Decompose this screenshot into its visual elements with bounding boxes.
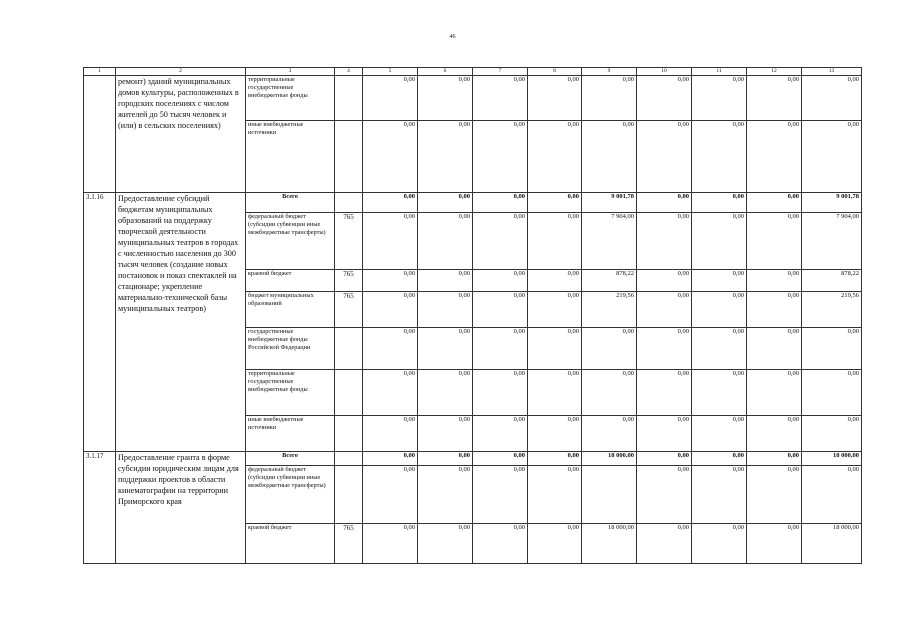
funding-source: государственные внебюджетные фонды Российской Федерации (246, 328, 335, 370)
value-cell: 219,56 (802, 292, 862, 328)
value-cell (582, 466, 637, 524)
value-cell: 18 000,00 (802, 524, 862, 564)
funding-source: территориальные государственные внебюджетные фонды (246, 370, 335, 416)
table-row: краевой бюджет 765 0,00 0,00 0,00 0,00 18 000,00 0,00 0,00 0,00 18 000,00 (84, 524, 862, 564)
value-cell: 0,00 (473, 213, 528, 270)
value-cell: 0,00 (473, 416, 528, 452)
value-cell: 0,00 (692, 416, 747, 452)
value-cell: 0,00 (363, 524, 418, 564)
budget-table (83, 67, 862, 564)
value-cell: 0,00 (363, 328, 418, 370)
value-cell: 0,00 (747, 292, 802, 328)
value-cell: 0,00 (528, 328, 582, 370)
value-cell: 0,00 (528, 292, 582, 328)
item-description: Предоставление субсидий бюджетам муниципальных образований на поддержку творческой деятельности муниципальных театров в городах с численностью населения до 300 тысяч человек (создание новых постановок и показ спектаклей на стационаре; укрепление материально-технической базы муниципальных театров) (116, 193, 246, 452)
value-cell: 0,00 (747, 121, 802, 193)
column-number: 1 (84, 68, 116, 76)
value-cell: 0,00 (747, 466, 802, 524)
value-cell: 0,00 (747, 524, 802, 564)
value-cell: 0,00 (582, 121, 637, 193)
value-cell: 0,00 (418, 452, 473, 466)
column-number: 5 (363, 68, 418, 76)
item-code: 3.1.16 (84, 193, 116, 452)
value-cell: 0,00 (418, 328, 473, 370)
column-number: 11 (692, 68, 747, 76)
column-number: 12 (747, 68, 802, 76)
value-cell: 0,00 (747, 270, 802, 292)
value-cell: 0,00 (637, 416, 692, 452)
value-cell: 0,00 (528, 270, 582, 292)
value-cell: 0,00 (802, 328, 862, 370)
value-cell: 0,00 (418, 416, 473, 452)
column-number: 8 (528, 68, 582, 76)
value-cell: 18 000,00 (802, 452, 862, 466)
value-cell: 0,00 (637, 213, 692, 270)
value-cell: 0,00 (747, 328, 802, 370)
funding-source: иные внебюджетные источники (246, 121, 335, 193)
value-cell: 9 001,78 (802, 193, 862, 213)
value-cell: 0,00 (747, 193, 802, 213)
value-cell: 0,00 (363, 270, 418, 292)
table-row: бюджет муниципальных образований 765 0,00 0,00 0,00 0,00 219,56 0,00 0,00 0,00 219,56 (84, 292, 862, 328)
table-row (84, 193, 862, 213)
value-cell: 0,00 (692, 270, 747, 292)
value-cell: 0,00 (363, 452, 418, 466)
value-cell: 0,00 (528, 370, 582, 416)
column-number: 10 (637, 68, 692, 76)
value-cell: 219,56 (582, 292, 637, 328)
value-cell: 0,00 (528, 416, 582, 452)
value-cell: 0,00 (473, 76, 528, 121)
funding-source: федеральный бюджет (субсидии субвенции иные межбюджетные трансферты) (246, 213, 335, 270)
value-cell: 0,00 (637, 270, 692, 292)
value-cell: 0,00 (637, 524, 692, 564)
value-cell: 7 904,00 (582, 213, 637, 270)
code-cell (335, 76, 363, 121)
total-label: Всего (246, 452, 335, 466)
value-cell: 0,00 (637, 292, 692, 328)
total-label: Всего (246, 193, 335, 213)
table-row: краевой бюджет 765 0,00 0,00 0,00 0,00 878,22 0,00 0,00 0,00 878,22 (84, 270, 862, 292)
value-cell: 0,00 (747, 370, 802, 416)
value-cell: 0,00 (528, 193, 582, 213)
page-number: 46 (449, 34, 456, 40)
value-cell: 878,22 (802, 270, 862, 292)
column-number: 9 (582, 68, 637, 76)
value-cell: 0,00 (473, 328, 528, 370)
value-cell: 0,00 (473, 452, 528, 466)
value-cell: 7 904,00 (802, 213, 862, 270)
value-cell: 0,00 (692, 524, 747, 564)
value-cell: 0,00 (418, 193, 473, 213)
value-cell: 0,00 (692, 328, 747, 370)
column-number: 7 (473, 68, 528, 76)
value-cell: 0,00 (692, 193, 747, 213)
value-cell: 0,00 (473, 270, 528, 292)
value-cell: 0,00 (418, 121, 473, 193)
value-cell: 0,00 (473, 193, 528, 213)
value-cell: 0,00 (363, 76, 418, 121)
value-cell: 0,00 (802, 370, 862, 416)
value-cell: 0,00 (582, 370, 637, 416)
item-code (84, 76, 116, 193)
value-cell: 18 000,00 (582, 452, 637, 466)
value-cell: 0,00 (747, 452, 802, 466)
value-cell: 0,00 (528, 213, 582, 270)
value-cell: 0,00 (637, 121, 692, 193)
value-cell: 0,00 (692, 452, 747, 466)
value-cell: 0,00 (473, 524, 528, 564)
value-cell: 0,00 (582, 416, 637, 452)
column-number: 4 (335, 68, 363, 76)
value-cell: 0,00 (582, 76, 637, 121)
value-cell: 0,00 (363, 370, 418, 416)
value-cell: 0,00 (528, 466, 582, 524)
value-cell: 0,00 (692, 121, 747, 193)
value-cell: 0,00 (418, 466, 473, 524)
column-number: 3 (246, 68, 335, 76)
value-cell: 0,00 (363, 121, 418, 193)
funding-source: территориальные государственные внебюджетные фонды (246, 76, 335, 121)
value-cell: 0,00 (747, 213, 802, 270)
value-cell: 18 000,00 (582, 524, 637, 564)
item-code: 3.1.17 (84, 452, 116, 564)
value-cell: 0,00 (692, 213, 747, 270)
value-cell: 0,00 (473, 466, 528, 524)
funding-source: иные внебюджетные источники (246, 416, 335, 452)
value-cell: 0,00 (418, 370, 473, 416)
value-cell: 0,00 (528, 524, 582, 564)
funding-source: бюджет муниципальных образований (246, 292, 335, 328)
funding-source: федеральный бюджет (субсидии субвенции иные межбюджетные трансферты) (246, 466, 335, 524)
value-cell: 0,00 (418, 213, 473, 270)
table-row (84, 76, 862, 121)
value-cell: 0,00 (363, 466, 418, 524)
value-cell: 0,00 (582, 328, 637, 370)
value-cell: 0,00 (802, 76, 862, 121)
value-cell: 878,22 (582, 270, 637, 292)
item-description: Предоставление гранта в форме субсидии юридическим лицам для поддержки проектов в области кинематографии на территории Приморского края (116, 452, 246, 564)
table-row: федеральный бюджет (субсидии субвенции иные межбюджетные трансферты) 765 0,00 0,00 0,00 0,00 7 904,00 0,00 0,00 0,00 7 904,00 (84, 213, 862, 270)
column-number: 2 (116, 68, 246, 76)
value-cell: 0,00 (692, 466, 747, 524)
column-number: 6 (418, 68, 473, 76)
funding-source: краевой бюджет (246, 270, 335, 292)
value-cell: 0,00 (747, 416, 802, 452)
value-cell: 0,00 (692, 76, 747, 121)
value-cell: 0,00 (418, 76, 473, 121)
value-cell: 0,00 (528, 452, 582, 466)
value-cell: 0,00 (637, 193, 692, 213)
value-cell: 0,00 (802, 416, 862, 452)
value-cell: 0,00 (637, 76, 692, 121)
funding-source: краевой бюджет (246, 524, 335, 564)
value-cell: 0,00 (692, 292, 747, 328)
value-cell: 0,00 (418, 270, 473, 292)
value-cell: 0,00 (637, 466, 692, 524)
value-cell: 0,00 (802, 466, 862, 524)
value-cell: 0,00 (363, 292, 418, 328)
code-cell (335, 121, 363, 193)
header-row (84, 68, 862, 76)
value-cell: 0,00 (473, 121, 528, 193)
value-cell: 0,00 (528, 76, 582, 121)
value-cell: 0,00 (473, 292, 528, 328)
value-cell: 0,00 (363, 193, 418, 213)
value-cell: 0,00 (363, 213, 418, 270)
value-cell: 0,00 (692, 370, 747, 416)
value-cell: 0,00 (528, 121, 582, 193)
value-cell: 9 001,78 (582, 193, 637, 213)
value-cell: 0,00 (747, 76, 802, 121)
value-cell: 0,00 (637, 452, 692, 466)
value-cell: 0,00 (418, 292, 473, 328)
table-row (84, 452, 862, 466)
value-cell: 0,00 (637, 328, 692, 370)
value-cell: 0,00 (637, 370, 692, 416)
value-cell: 0,00 (473, 370, 528, 416)
value-cell: 0,00 (363, 416, 418, 452)
value-cell: 0,00 (802, 121, 862, 193)
column-number: 13 (802, 68, 862, 76)
value-cell: 0,00 (418, 524, 473, 564)
item-description: ремонт) зданий муниципальных домов культуры, расположенных в городских поселениях с числом жителей до 50 тысяч человек и (или) в сельских поселениях) (116, 76, 246, 193)
